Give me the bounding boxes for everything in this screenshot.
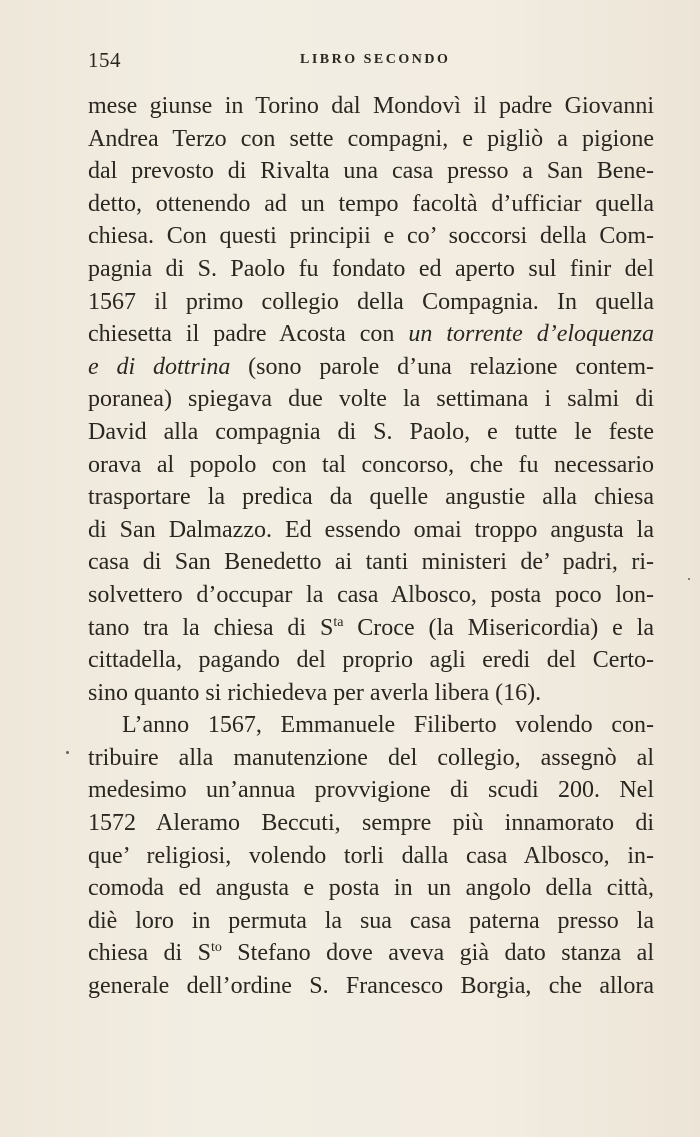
- text-run: comoda ed angusta e posta in un angolo della città,: [88, 875, 654, 902]
- print-speck: [688, 578, 690, 580]
- text-run: tribuire alla manutenzione del collegio, assegnò al: [88, 744, 654, 771]
- text-run: (sono parole d’una relazione contem-: [230, 353, 654, 380]
- text-run: que’ religiosi, volendo torli dalla casa Albosco, in-: [88, 842, 654, 869]
- text-run: 1567 il primo collegio della Compagnia. In quella: [88, 288, 654, 315]
- page-number: 154: [88, 48, 121, 72]
- text-run: pagnia di S. Paolo fu fondato ed aperto sul finir del: [88, 255, 654, 282]
- text-run: detto, ottenendo ad un tempo facoltà d’ufficiar quella: [88, 190, 654, 217]
- text-run: Stefano dove aveva già dato stanza al: [221, 940, 654, 967]
- text-line: [88, 742, 654, 775]
- text-run: orava al popolo con tal concorso, che fu necessario: [88, 451, 654, 478]
- text-line: [88, 546, 654, 579]
- text-run: to: [210, 940, 222, 956]
- text-line: [88, 188, 654, 221]
- text-run: casa di San Benedetto ai tanti ministeri de’ padri, ri-: [88, 549, 654, 576]
- text-run: trasportare la predica da quelle angustie alla chiesa: [88, 484, 654, 511]
- text-line: [88, 383, 654, 416]
- text-run: Andrea Terzo con sette compagni, e pigliò a pigione: [88, 125, 654, 152]
- text-line: [88, 970, 654, 1003]
- text-run: chiesetta il padre Acosta con: [88, 321, 409, 348]
- text-line: [88, 514, 654, 547]
- text-line: [88, 677, 654, 710]
- running-head: LIBRO SECONDO: [300, 52, 451, 67]
- text-run: chiesa di S: [88, 940, 211, 967]
- text-line: [88, 286, 654, 319]
- text-run: Croce (la Misericordia) e la: [343, 614, 654, 641]
- text-run: poranea) spiegava due volte la settimana i salmi di: [88, 386, 654, 413]
- text-line: [88, 155, 654, 188]
- text-line: [88, 416, 654, 449]
- text-line: [88, 579, 654, 612]
- text-line: [88, 449, 654, 482]
- text-run: dal prevosto di Rivalta una casa presso a San Bene-: [88, 158, 654, 185]
- text-run: L’anno 1567, Emmanuele Filiberto volendo con-: [122, 712, 654, 739]
- text-run: solvettero d’occupar la casa Albosco, posta poco lon-: [88, 581, 654, 608]
- text-line: [88, 123, 654, 156]
- text-run: mese giunse in Torino dal Mondovì il padre Giovanni: [88, 93, 654, 119]
- print-speck: [66, 751, 69, 754]
- text-line: [88, 481, 654, 514]
- page-header: [88, 48, 654, 74]
- text-line: [88, 709, 654, 742]
- text-line: [88, 220, 654, 253]
- text-run: un torrente d’eloquenza: [408, 321, 655, 348]
- text-line: [88, 937, 654, 970]
- text-line: [88, 807, 654, 840]
- body-text: [88, 90, 654, 1003]
- text-run: sino quanto si richiedeva per averla libera (16).: [88, 679, 542, 706]
- text-run: ta: [333, 614, 344, 630]
- text-line: [88, 253, 654, 286]
- text-line: [88, 318, 654, 351]
- text-line: [88, 612, 654, 645]
- text-run: chiesa. Con questi principii e co’ soccorsi della Com-: [88, 223, 654, 250]
- text-line: [88, 90, 654, 123]
- text-run: generale dell’ordine S. Francesco Borgia, che allora: [88, 973, 654, 1000]
- text-line: [88, 872, 654, 905]
- text-line: [88, 644, 654, 677]
- text-run: diè loro in permuta la sua casa paterna presso la: [88, 907, 654, 934]
- text-line: [88, 905, 654, 938]
- text-run: cittadella, pagando del proprio agli eredi del Certo-: [88, 647, 654, 674]
- text-run: e di dottrina: [88, 353, 231, 380]
- text-run: tano tra la chiesa di S: [88, 614, 334, 641]
- text-line: [88, 840, 654, 873]
- text-run: medesimo un’annua provvigione di scudi 200. Nel: [88, 777, 654, 804]
- text-line: [88, 351, 654, 384]
- text-run: 1572 Aleramo Beccuti, sempre più innamorato di: [88, 810, 654, 837]
- text-line: [88, 774, 654, 807]
- text-run: di San Dalmazzo. Ed essendo omai troppo angusta la: [88, 516, 654, 543]
- text-run: David alla compagnia di S. Paolo, e tutte le feste: [88, 418, 654, 445]
